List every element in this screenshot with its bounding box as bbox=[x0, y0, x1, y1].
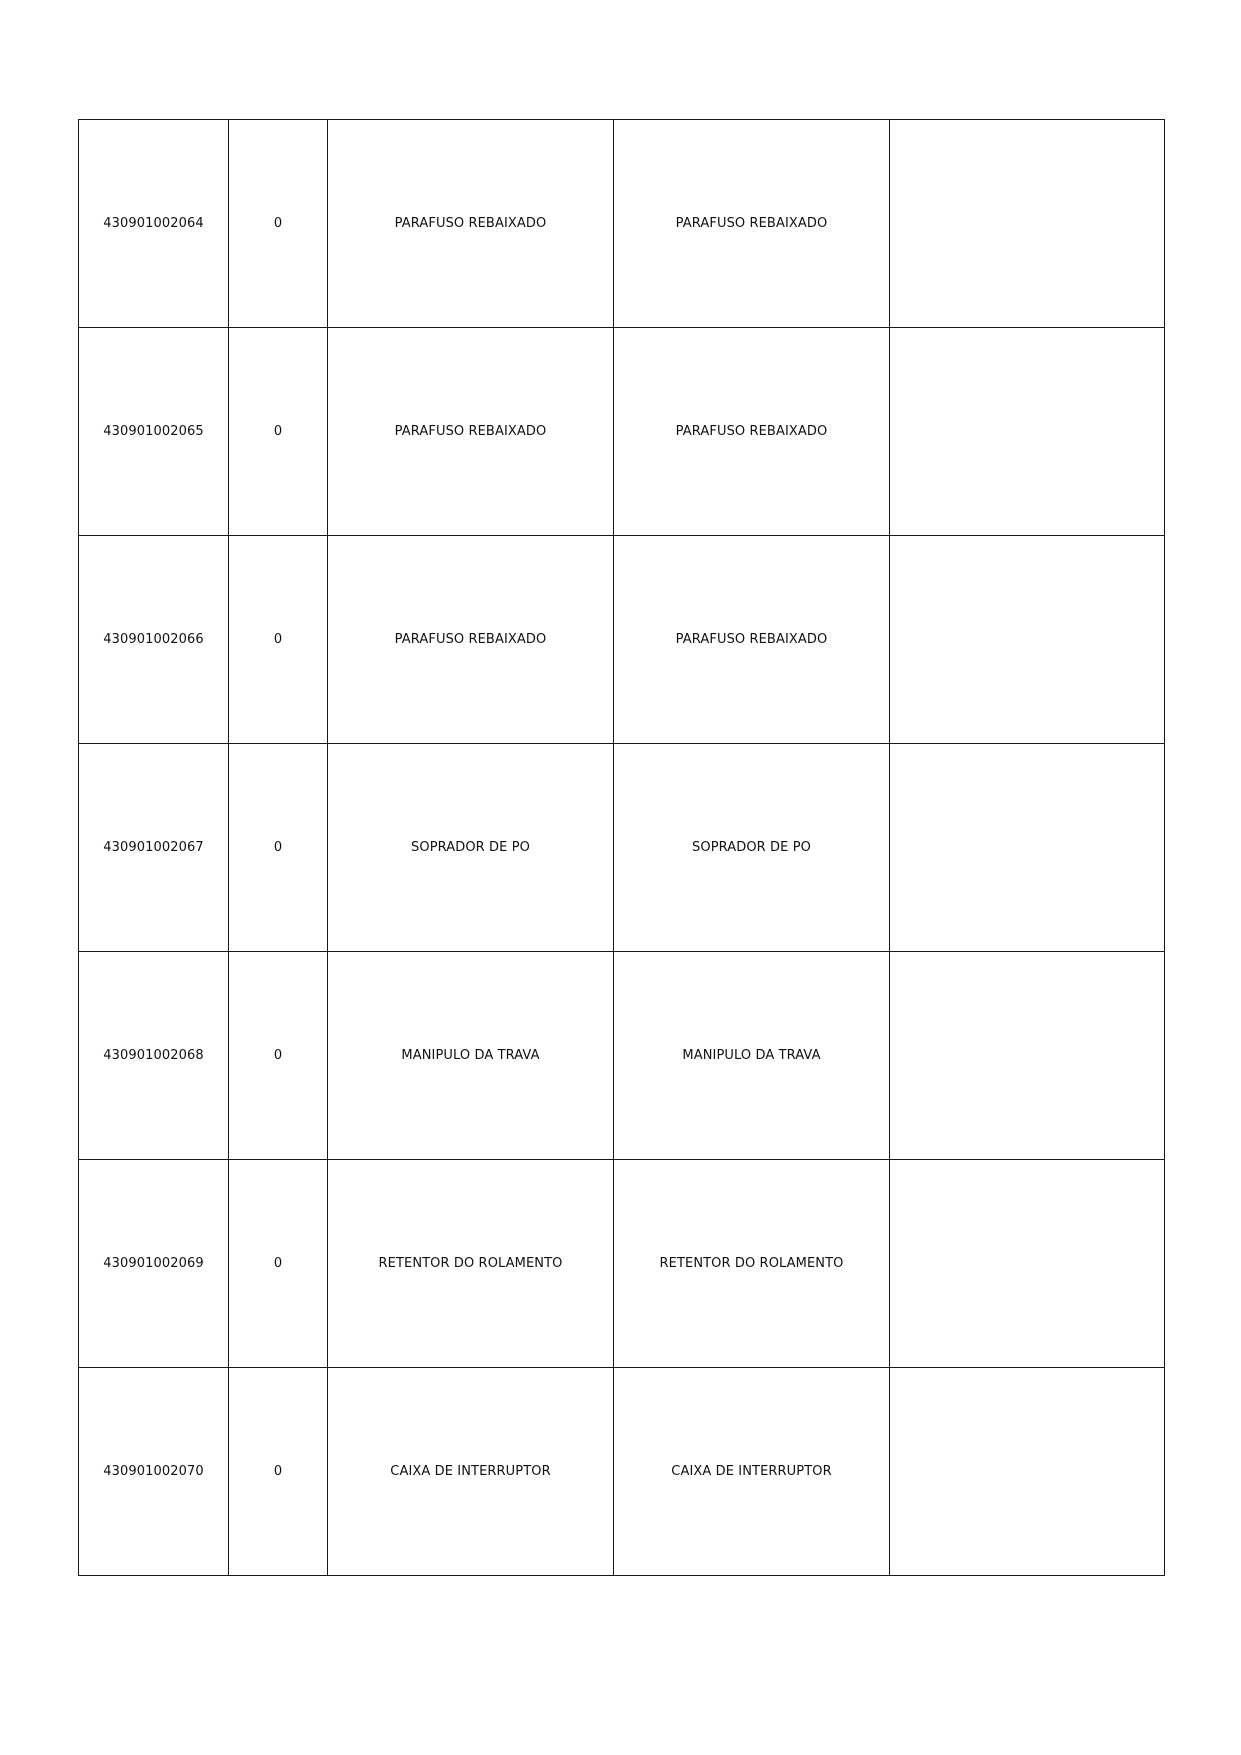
parts-table bbox=[78, 119, 1165, 1576]
notes-cell bbox=[890, 1160, 1165, 1368]
description-cell: PARAFUSO REBAIXADO bbox=[328, 536, 614, 744]
description-alt-cell: SOPRADOR DE PO bbox=[614, 744, 890, 952]
quantity-cell: 0 bbox=[229, 1160, 328, 1368]
table-row bbox=[79, 1160, 1165, 1368]
part-code-cell: 430901002064 bbox=[79, 120, 229, 328]
description-cell: PARAFUSO REBAIXADO bbox=[328, 120, 614, 328]
part-code-cell: 430901002069 bbox=[79, 1160, 229, 1368]
notes-cell bbox=[890, 952, 1165, 1160]
table-row bbox=[79, 120, 1165, 328]
description-alt-cell: CAIXA DE INTERRUPTOR bbox=[614, 1368, 890, 1576]
part-code-cell: 430901002068 bbox=[79, 952, 229, 1160]
description-alt-cell: PARAFUSO REBAIXADO bbox=[614, 120, 890, 328]
table-row bbox=[79, 536, 1165, 744]
description-cell: CAIXA DE INTERRUPTOR bbox=[328, 1368, 614, 1576]
description-cell: PARAFUSO REBAIXADO bbox=[328, 328, 614, 536]
table-row bbox=[79, 1368, 1165, 1576]
table-row bbox=[79, 952, 1165, 1160]
quantity-cell: 0 bbox=[229, 536, 328, 744]
description-alt-cell: PARAFUSO REBAIXADO bbox=[614, 328, 890, 536]
notes-cell bbox=[890, 1368, 1165, 1576]
table-row bbox=[79, 328, 1165, 536]
part-code-cell: 430901002070 bbox=[79, 1368, 229, 1576]
quantity-cell: 0 bbox=[229, 328, 328, 536]
part-code-cell: 430901002065 bbox=[79, 328, 229, 536]
description-cell: SOPRADOR DE PO bbox=[328, 744, 614, 952]
notes-cell bbox=[890, 120, 1165, 328]
part-code-cell: 430901002066 bbox=[79, 536, 229, 744]
quantity-cell: 0 bbox=[229, 1368, 328, 1576]
quantity-cell: 0 bbox=[229, 120, 328, 328]
quantity-cell: 0 bbox=[229, 952, 328, 1160]
description-cell: RETENTOR DO ROLAMENTO bbox=[328, 1160, 614, 1368]
description-cell: MANIPULO DA TRAVA bbox=[328, 952, 614, 1160]
table-row bbox=[79, 744, 1165, 952]
description-alt-cell: PARAFUSO REBAIXADO bbox=[614, 536, 890, 744]
notes-cell bbox=[890, 536, 1165, 744]
part-code-cell: 430901002067 bbox=[79, 744, 229, 952]
notes-cell bbox=[890, 744, 1165, 952]
description-alt-cell: MANIPULO DA TRAVA bbox=[614, 952, 890, 1160]
notes-cell bbox=[890, 328, 1165, 536]
description-alt-cell: RETENTOR DO ROLAMENTO bbox=[614, 1160, 890, 1368]
quantity-cell: 0 bbox=[229, 744, 328, 952]
